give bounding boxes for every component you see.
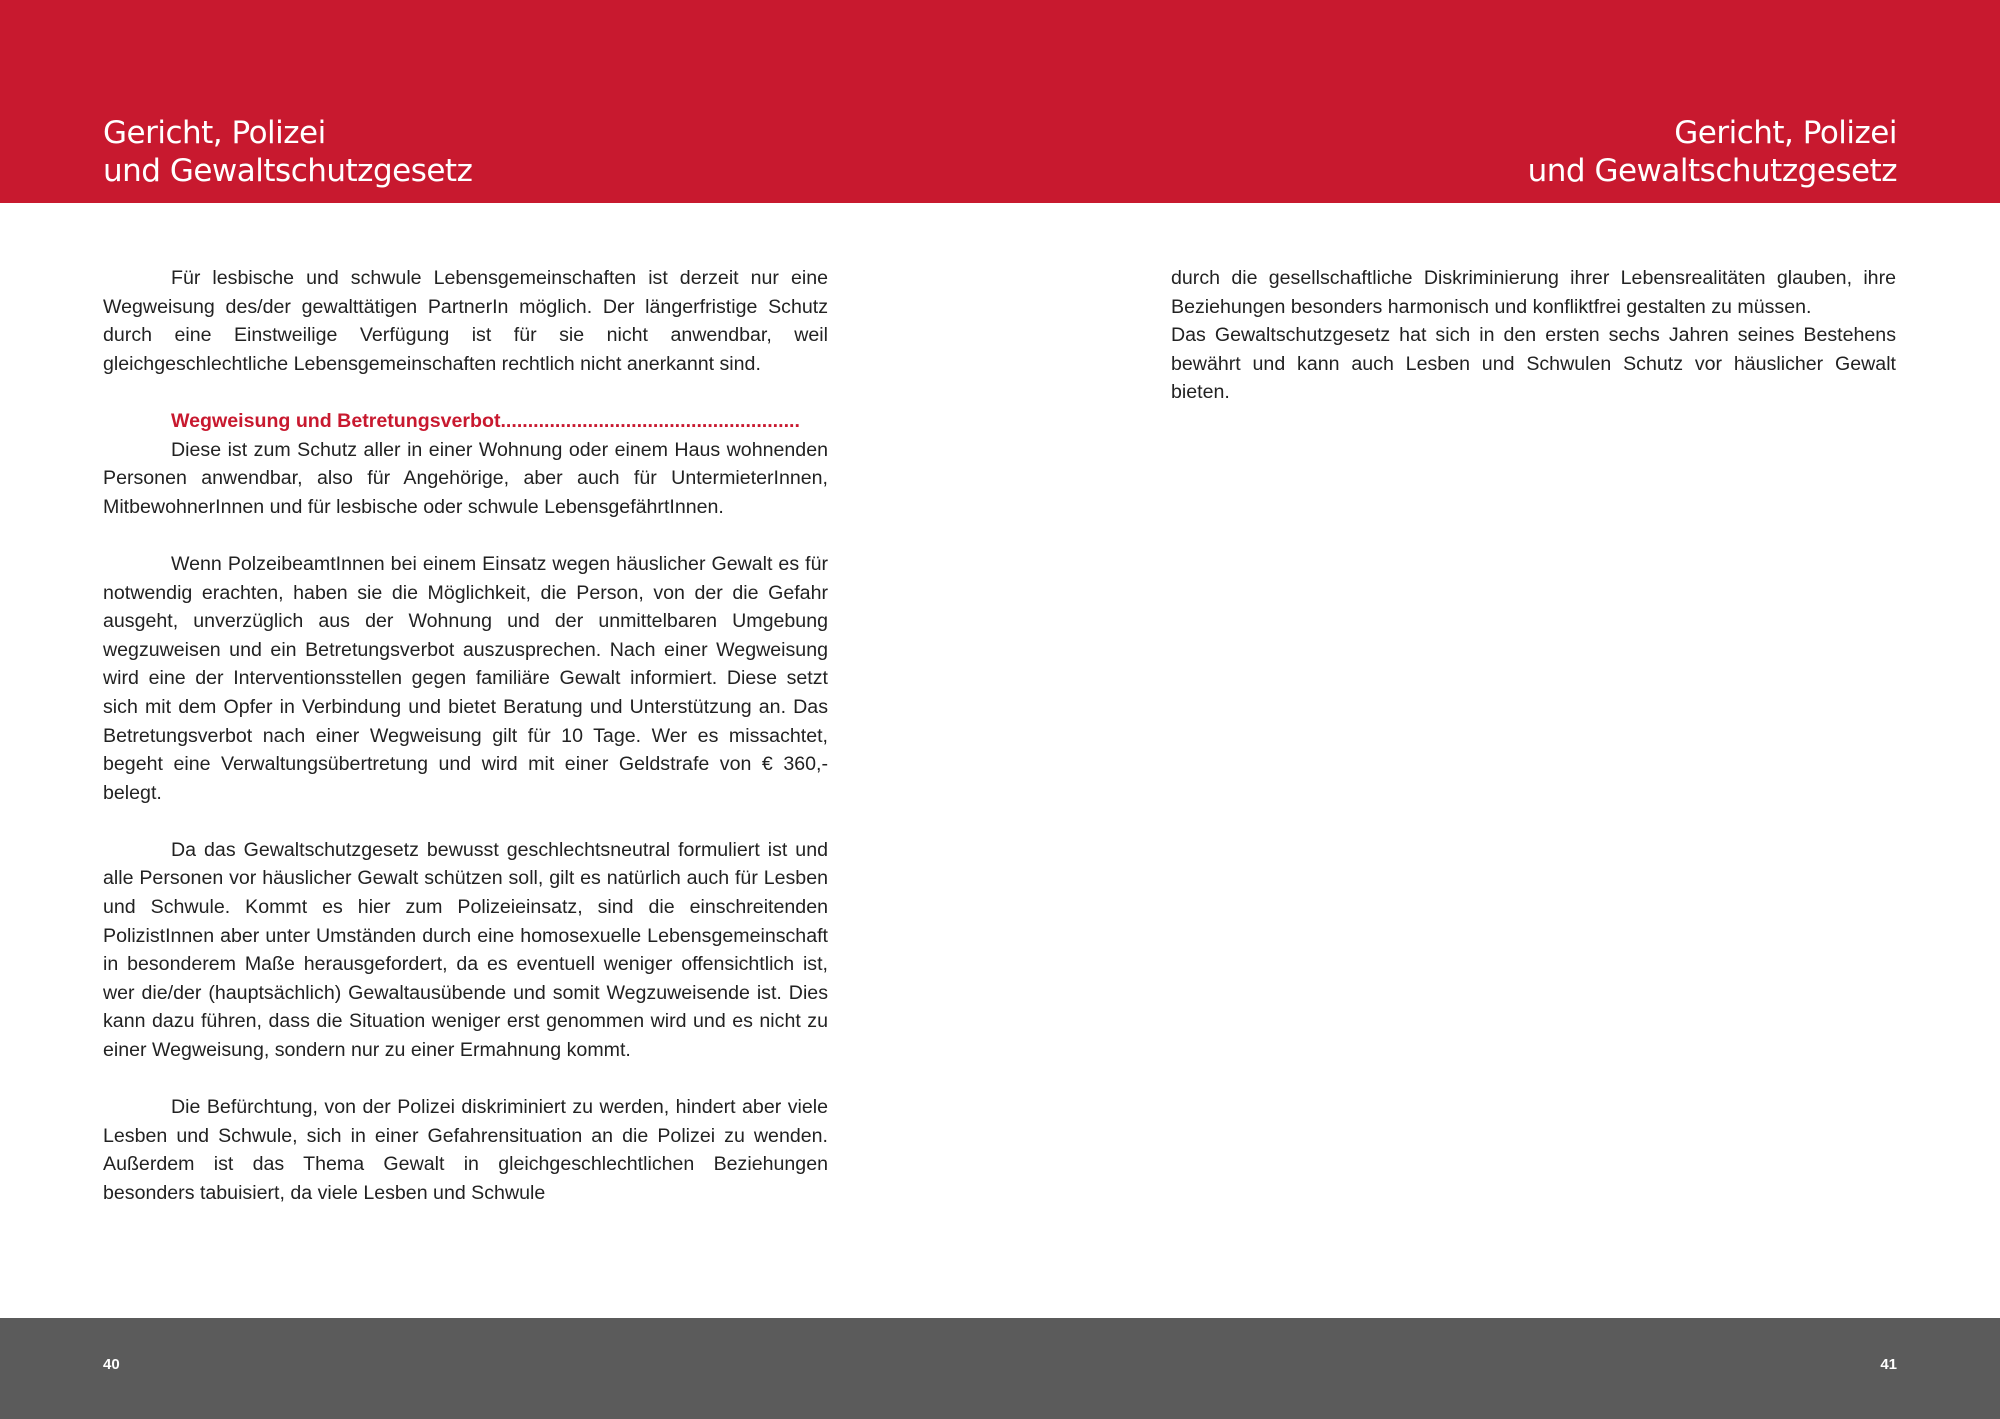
right-paragraph-1: durch die gesellschaftliche Diskriminierung ihrer Lebensrealitäten glauben, ihre Beziehungen besonders harmonisch und konfliktfrei gestalten zu müssen. <box>1171 267 1896 318</box>
left-paragraph-5: Die Befürchtung, von der Polizei diskriminiert zu werden, hindert aber viele Lesben und Schwule, sich in einer Gefahrensituation an die Polizei zu wenden. Außerdem ist das Thema Gewalt in gleichgeschlechtlichen Beziehungen besonders tabuisiert, da viele Lesben und Schwule <box>103 1096 828 1204</box>
right-page-text-column <box>1171 264 1896 407</box>
left-paragraph-2: Diese ist zum Schutz aller in einer Wohnung oder einem Haus wohnenden Personen anwendbar, also für Angehörige, aber auch für UntermieterInnen, MitbewohnerInnen und für lesbische oder schwule LebensgefährtInnen. <box>103 438 828 518</box>
page-number-left: 40 <box>103 1356 120 1373</box>
left-page-text-column <box>103 264 828 1208</box>
header-title-left-line1: Gericht, Polizei <box>103 115 326 151</box>
left-paragraph-1: Für lesbische und schwule Lebensgemeinschaften ist derzeit nur eine Wegweisung des/der gewalttätigen PartnerIn möglich. Der längerfristige Schutz durch eine Einstweilige Verfügung ist für sie nicht anwendbar, weil gleichgeschlechtliche Lebensgemeinschaften rechtlich nicht anerkannt sind. <box>103 267 828 375</box>
header-title-left-line2: und Gewaltschutzgesetz <box>103 153 473 189</box>
header-title-left <box>103 114 472 190</box>
header-title-right-line1: Gericht, Polizei <box>1674 115 1897 151</box>
right-paragraph-2: Das Gewaltschutzgesetz hat sich in den ersten sechs Jahren seines Bestehens bewährt und kann auch Lesben und Schwulen Schutz vor häuslicher Gewalt bieten. <box>1171 324 1896 404</box>
header-title-right-line2: und Gewaltschutzgesetz <box>1527 153 1897 189</box>
page-number-right: 41 <box>1880 1356 1897 1373</box>
left-paragraph-4: Da das Gewaltschutzgesetz bewusst geschlechtsneutral formuliert ist und alle Personen vor häuslicher Gewalt schützen soll, gilt es natürlich auch für Lesben und Schwule. Kommt es hier zum Polizeieinsatz, sind die einschreitenden PolizistInnen aber unter Umständen durch eine homosexuelle Lebensgemeinschaft in besonderem Maße herausgefordert, da es eventuell weniger offensichtlich ist, wer die/der (hauptsächlich) Gewaltausübende und somit Wegzuweisende ist. Dies kann dazu führen, dass die Situation weniger erst genommen wird und es nicht zu einer Wegweisung, sondern nur zu einer Ermahnung kommt. <box>103 838 828 1062</box>
section-subheading: Wegweisung und Betretungsverbot....................................................... <box>171 409 800 432</box>
left-paragraph-3: Wenn PolzeibeamtInnen bei einem Einsatz wegen häuslicher Gewalt es für notwendig erachten, haben sie die Möglichkeit, die Person, von der die Gefahr ausgeht, unverzüglich aus der Wohnung und der unmittelbaren Umgebung wegzuweisen und ein Betretungsverbot auszusprechen. Nach einer Wegweisung wird eine der Interventionsstellen gegen familiäre Gewalt informiert. Diese setzt sich mit dem Opfer in Verbindung und bietet Beratung und Unterstützung an. Das Betretungsverbot nach einer Wegweisung gilt für 10 Tage. Wer es missachtet, begeht eine Verwaltungsübertretung und wird mit einer Geldstrafe von € 360,- belegt. <box>103 552 828 804</box>
footer-band <box>0 1318 2000 1419</box>
header-title-right <box>1528 114 1897 190</box>
